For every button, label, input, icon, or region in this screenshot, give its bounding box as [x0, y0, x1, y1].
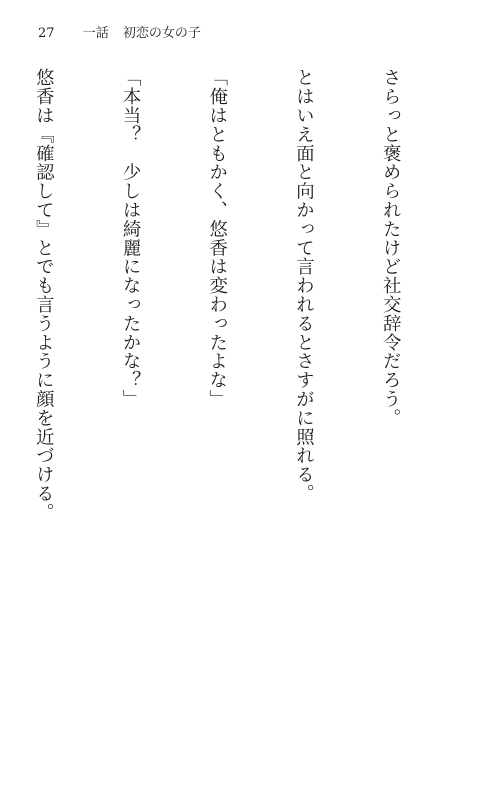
- page-number: 27: [38, 26, 55, 41]
- chapter-title: 初恋の女の子: [122, 26, 201, 41]
- text-line: 「俺はともかく、悠香は変わったよな」: [206, 68, 228, 409]
- text-line: さらっと褒められたけど社交辞令だろう。: [380, 68, 402, 428]
- text-line: とはいえ面と向かって言われるとさすがに照れる。: [293, 68, 315, 503]
- text-line: 「本当？ 少しは綺麗になったかな？」: [120, 68, 142, 409]
- text-line: 悠香は『確認して』とでも言うように顔を近づける。: [33, 68, 55, 522]
- vertical-body-text: [0, 68, 462, 688]
- chapter-label: 一話: [82, 26, 109, 41]
- running-header: [38, 22, 201, 41]
